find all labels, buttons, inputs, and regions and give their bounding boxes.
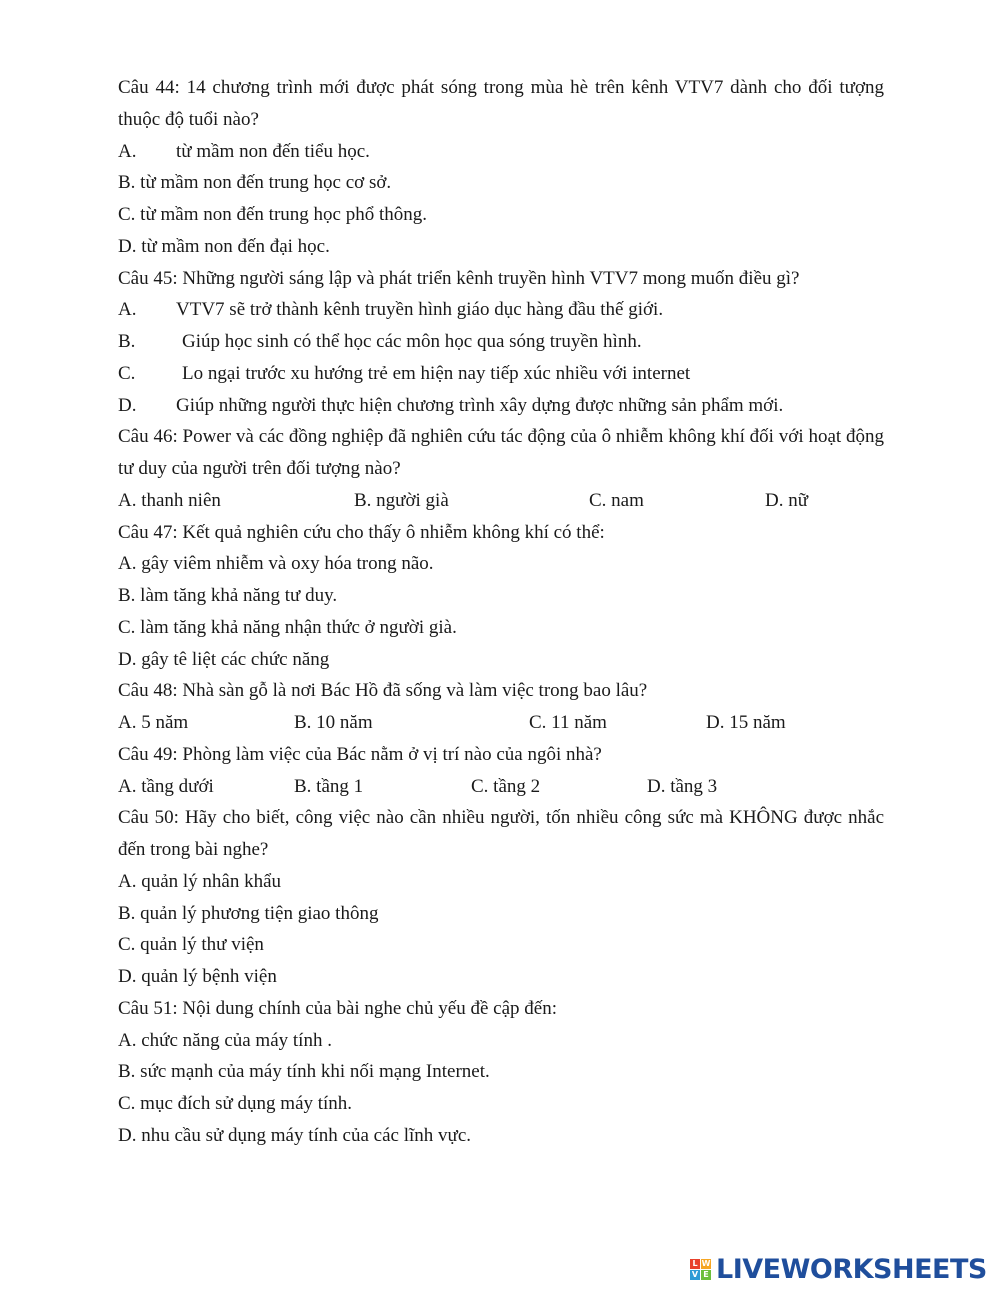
q49-option-c[interactable]: C. tầng 2 xyxy=(471,775,541,797)
liveworksheets-logo xyxy=(690,1253,987,1285)
q44-option-a-text: từ mầm non đến tiểu học. xyxy=(176,140,370,162)
q48-option-b[interactable]: B. 10 năm xyxy=(294,712,373,733)
logo-tile-2: W xyxy=(701,1258,711,1268)
q50-option-b[interactable]: B. quản lý phương tiện giao thông xyxy=(118,902,379,924)
q48-options-row xyxy=(118,707,884,739)
q47-option-d[interactable]: D. gây tê liệt các chức năng xyxy=(118,648,330,670)
q44-option-d[interactable]: D. từ mầm non đến đại học. xyxy=(118,235,330,257)
logo-tile-4: E xyxy=(701,1270,711,1280)
q50-option-c[interactable]: C. quản lý thư viện xyxy=(118,934,264,956)
q45-option-d[interactable] xyxy=(118,390,884,422)
liveworksheets-logo-icon xyxy=(690,1259,711,1280)
q46-option-a[interactable]: A. thanh niên xyxy=(118,489,221,511)
q50-option-d[interactable]: D. quản lý bệnh viện xyxy=(118,966,277,987)
question-45: Câu 45: Những người sáng lập và phát triển kênh truyền hình VTV7 mong muốn điều gì? xyxy=(118,267,800,289)
worksheet-page xyxy=(118,72,884,1152)
q47-option-b[interactable]: B. làm tăng khả năng tư duy. xyxy=(118,585,338,606)
question-46: Câu 46: Power và các đồng nghiệp đã nghiên cứu tác động của ô nhiễm không khí đối với hoạt động tư duy của người trên đối tượng nào? xyxy=(118,426,884,479)
logo-tile-1: L xyxy=(690,1259,700,1269)
q45-option-a-text: VTV7 sẽ trở thành kênh truyền hình giáo dục hàng đầu thế giới. xyxy=(176,299,664,321)
q49-option-b[interactable]: B. tầng 1 xyxy=(294,775,364,797)
q45-option-b-text: Giúp học sinh có thể học các môn học qua sóng truyền hình. xyxy=(182,331,642,352)
question-51: Câu 51: Nội dung chính của bài nghe chủ yếu đề cập đến: xyxy=(118,997,557,1019)
q45-option-c-letter: C. xyxy=(118,362,136,384)
q47-option-a[interactable]: A. gây viêm nhiễm và oxy hóa trong não. xyxy=(118,553,434,575)
q45-option-c[interactable] xyxy=(118,358,884,390)
question-47: Câu 47: Kết quả nghiên cứu cho thấy ô nhiễm không khí có thể: xyxy=(118,521,605,543)
q45-option-b-letter: B. xyxy=(118,331,136,352)
q45-option-a[interactable] xyxy=(118,294,884,326)
q51-option-d[interactable]: D. nhu cầu sử dụng máy tính của các lĩnh vực. xyxy=(118,1124,472,1146)
question-48: Câu 48: Nhà sàn gỗ là nơi Bác Hồ đã sống và làm việc trong bao lâu? xyxy=(118,680,648,702)
liveworksheets-logo-text: LIVEWORKSHEETS xyxy=(716,1253,987,1285)
q44-option-a[interactable] xyxy=(118,136,884,168)
q46-option-b[interactable]: B. người già xyxy=(354,489,449,511)
q45-option-d-text: Giúp những người thực hiện chương trình xây dựng được những sản phẩm mới. xyxy=(176,394,784,416)
q44-option-c[interactable]: C. từ mầm non đến trung học phổ thông. xyxy=(118,204,427,225)
q49-options-row xyxy=(118,771,884,803)
q51-option-a[interactable]: A. chức năng của máy tính . xyxy=(118,1029,332,1051)
q45-option-d-letter: D. xyxy=(118,394,137,416)
q46-options-row xyxy=(118,485,884,517)
q47-option-c[interactable]: C. làm tăng khả năng nhận thức ở người già. xyxy=(118,616,457,638)
question-44: Câu 44: 14 chương trình mới được phát sóng trong mùa hè trên kênh VTV7 dành cho đối tượng thuộc độ tuổi nào? xyxy=(118,77,884,130)
question-49: Câu 49: Phòng làm việc của Bác nằm ở vị trí nào của ngôi nhà? xyxy=(118,743,602,765)
q44-option-b[interactable]: B. từ mầm non đến trung học cơ sở. xyxy=(118,172,392,194)
q45-option-a-letter: A. xyxy=(118,299,137,321)
q49-option-a[interactable]: A. tầng dưới xyxy=(118,775,214,797)
q48-option-a[interactable]: A. 5 năm xyxy=(118,712,189,733)
q44-option-a-letter: A. xyxy=(118,140,137,162)
q46-option-d[interactable]: D. nữ xyxy=(765,489,809,511)
q50-option-a[interactable]: A. quản lý nhân khẩu xyxy=(118,870,282,892)
question-50: Câu 50: Hãy cho biết, công việc nào cần nhiều người, tốn nhiều công sức mà KHÔNG được nhắc đến trong bài nghe? xyxy=(118,807,884,860)
logo-tile-3: V xyxy=(691,1269,699,1279)
q51-option-c[interactable]: C. mục đích sử dụng máy tính. xyxy=(118,1093,353,1114)
q48-option-c[interactable]: C. 11 năm xyxy=(529,712,607,733)
q45-option-c-text: Lo ngại trước xu hướng trẻ em hiện nay tiếp xúc nhiều với internet xyxy=(182,362,691,384)
q49-option-d[interactable]: D. tầng 3 xyxy=(647,775,718,797)
q48-option-d[interactable]: D. 15 năm xyxy=(706,712,786,733)
q46-option-c[interactable]: C. nam xyxy=(589,489,644,511)
q45-option-b[interactable] xyxy=(118,326,884,358)
q51-option-b[interactable]: B. sức mạnh của máy tính khi nối mạng Internet. xyxy=(118,1061,490,1083)
